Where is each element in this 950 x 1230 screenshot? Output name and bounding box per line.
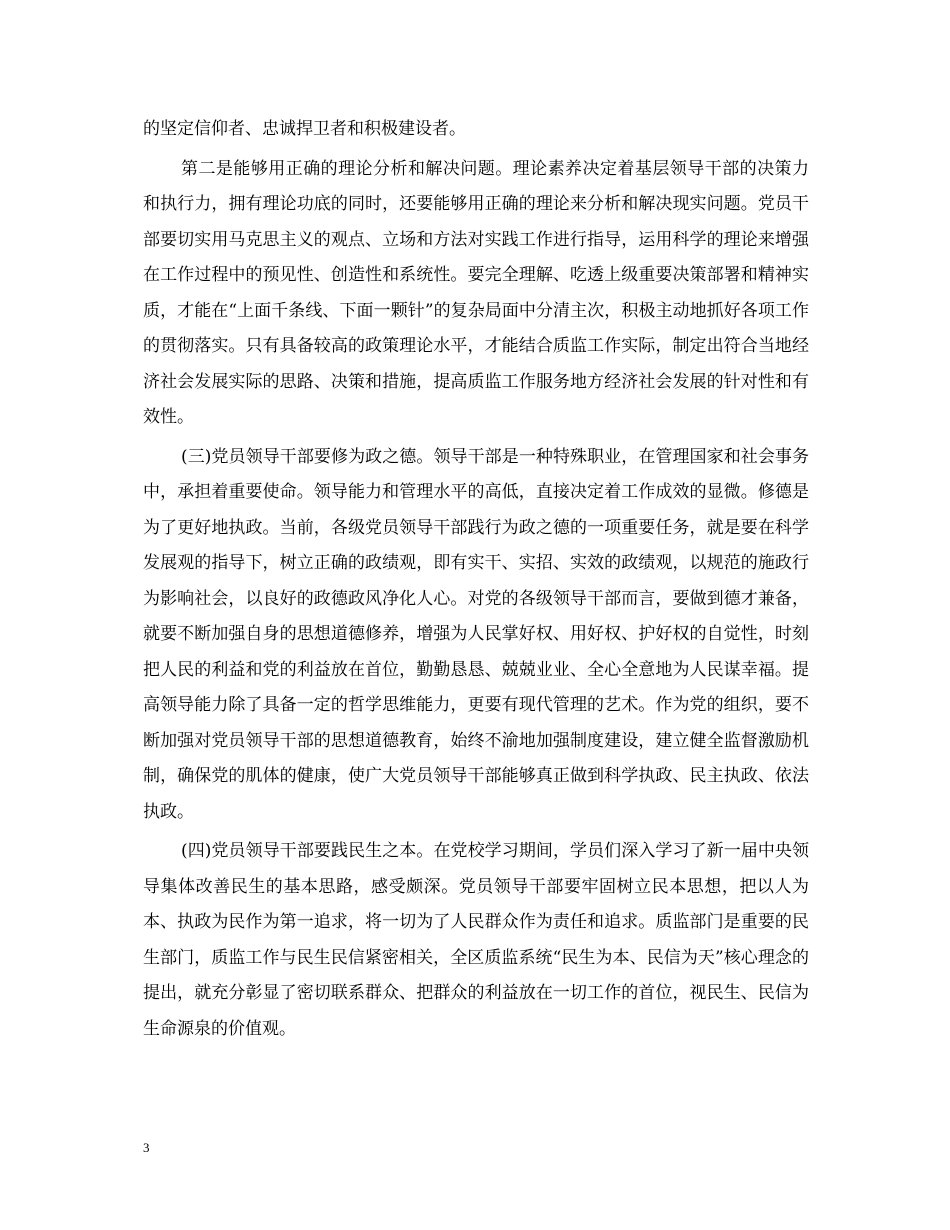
body-text — [143, 112, 809, 1047]
page-number: 3 — [143, 1140, 150, 1155]
paragraph-section-four: (四)党员领导干部要践民生之本。在党校学习期间，学员们深入学习了新一届中央领导集体改善民生的基本思路，感受颇深。党员领导干部要牢固树立民本思想，把以人为本、执政为民作为第一追求，将一切为了人民群众作为责任和追求。质监部门是重要的民生部门，质监工作与民生民信紧密相关，全区质监系统“民生为本、民信为天”核心理念的提出，就充分彰显了密切联系群众、把群众的利益放在一切工作的首位，视民生、民信为生命源泉的价值观。 — [143, 841, 809, 1039]
paragraph-continuation: 的坚定信仰者、忠诚捍卫者和积极建设者。 — [143, 119, 466, 139]
paragraph-theory: 第二是能够用正确的理论分析和解决问题。理论素养决定着基层领导干部的决策力和执行力，拥有理论功底的同时，还要能够用正确的理论来分析和解决现实问题。党员干部要切实用马克思主义的观点、立场和方法对实践工作进行指导，运用科学的理论来增强在工作过程中的预见性、创造性和系统性。要完全理解、吃透上级重要决策部署和精神实质，才能在“上面千条线、下面一颗针”的复杂局面中分清主次，积极主动地抓好各项工作的贯彻落实。只有具备较高的政策理论水平，才能结合质监工作实际，制定出符合当地经济社会发展实际的思路、决策和措施，提高质监工作服务地方经济社会发展的针对性和有效性。 — [143, 158, 809, 427]
paragraph-section-three: (三)党员领导干部要修为政之德。领导干部是一种特殊职业，在管理国家和社会事务中，承担着重要使命。领导能力和管理水平的高低，直接决定着工作成效的显微。修德是为了更好地执政。当前，各级党员领导干部践行为政之德的一项重要任务，就是要在科学发展观的指导下，树立正确的政绩观，即有实干、实招、实效的政绩观，以规范的施政行为影响社会，以良好的政德政风净化人心。对党的各级领导干部而言，要做到德才兼备，就要不断加强自身的思想道德修养，增强为人民掌好权、用好权、护好权的自觉性，时刻把人民的利益和党的利益放在首位，勤勤恳恳、兢兢业业、全心全意地为人民谋幸福。提高领导能力除了具备一定的哲学思维能力，更要有现代管理的艺术。作为党的组织，要不断加强对党员领导干部的思想道德教育，始终不渝地加强制度建设，建立健全监督激励机制，确保党的肌体的健康，使广大党员领导干部能够真正做到科学执政、民主执政、依法执政。 — [143, 446, 809, 822]
